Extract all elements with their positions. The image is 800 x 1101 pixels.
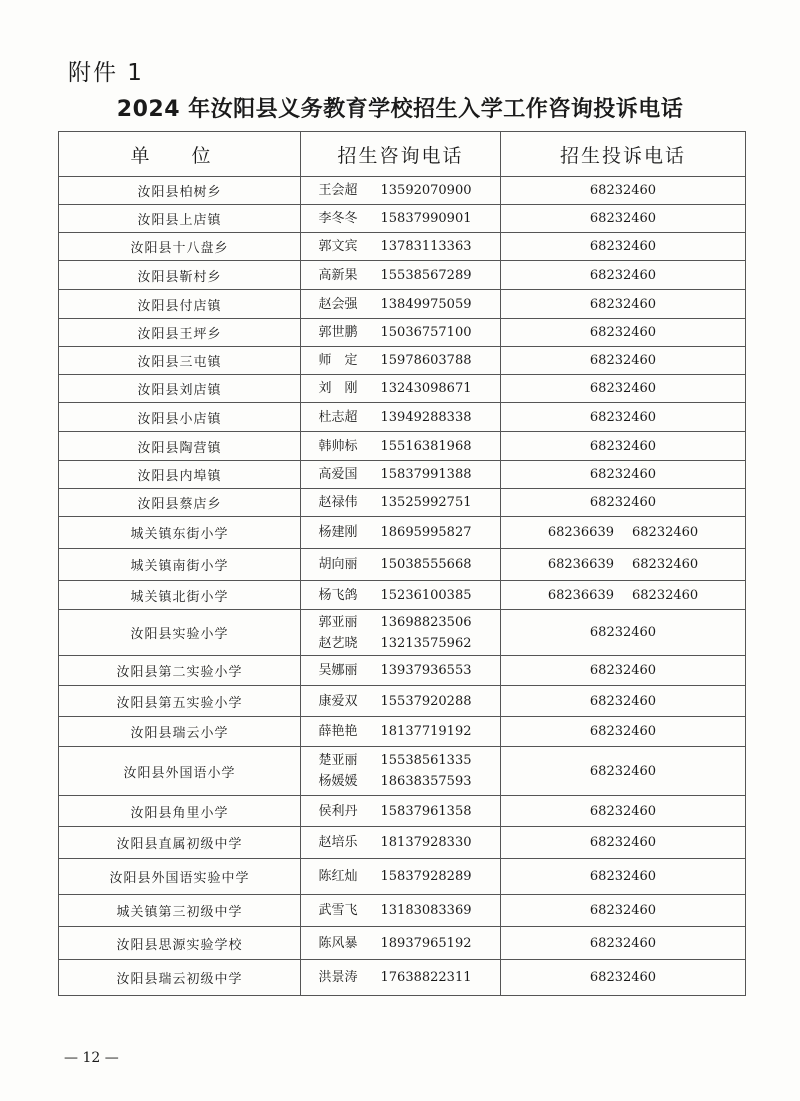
- unit-cell: 汝阳县十八盘乡: [59, 233, 301, 261]
- consult-cell: [301, 549, 501, 581]
- contact-name: 郭世鹏: [318, 325, 358, 340]
- complaint-phone: 68232460: [589, 625, 657, 640]
- contact-name: 赵禄伟: [318, 495, 358, 510]
- complaint-cell: [501, 177, 746, 205]
- complaint-cell: [501, 375, 746, 403]
- contact-phone: 13592070900: [380, 183, 472, 198]
- table-row: [59, 517, 746, 549]
- contact-name: 武雪飞: [318, 903, 358, 918]
- complaint-phone: 68232460: [589, 970, 657, 985]
- complaint-cell: [501, 610, 746, 656]
- contact-entry: [301, 436, 500, 457]
- contact-entry: [301, 350, 500, 371]
- unit-cell: 城关镇东街小学: [59, 517, 301, 549]
- complaint-cell: [501, 747, 746, 796]
- contact-phone: 15236100385: [380, 587, 472, 603]
- consult-cell: [301, 827, 501, 859]
- unit-cell: 汝阳县瑞云小学: [59, 717, 301, 747]
- contact-phone: 18137928330: [380, 835, 472, 850]
- unit-cell: 汝阳县陶营镇: [59, 432, 301, 461]
- contact-name: 师 定: [318, 353, 358, 368]
- table-row: [59, 859, 746, 895]
- contact-entry: [301, 660, 500, 681]
- table-row: [59, 347, 746, 375]
- contact-entry: [301, 933, 500, 954]
- contact-entry: [301, 208, 500, 229]
- contact-name: 杨媛媛: [318, 774, 358, 789]
- unit-cell: 汝阳县小店镇: [59, 403, 301, 432]
- complaint-cell: [501, 319, 746, 347]
- contact-name: 杜志超: [318, 409, 358, 425]
- complaint-phone: 68232460: [589, 438, 657, 454]
- contact-entry: [301, 967, 500, 988]
- contact-entry: [301, 378, 500, 399]
- consult-cell: [301, 432, 501, 461]
- consult-cell: [301, 927, 501, 960]
- contact-phone: 15537920288: [380, 693, 472, 709]
- contact-name: 侯利丹: [318, 803, 358, 819]
- table-row: [59, 747, 746, 796]
- consult-cell: [301, 290, 501, 319]
- complaint-cell: [501, 927, 746, 960]
- complaint-cell: [501, 517, 746, 549]
- contact-name: 赵会强: [318, 296, 358, 312]
- complaint-cell: [501, 656, 746, 686]
- contact-entry: [301, 832, 500, 853]
- consult-cell: [301, 656, 501, 686]
- complaint-cell: [501, 960, 746, 996]
- contact-name: 杨建刚: [318, 525, 358, 540]
- consult-cell: [301, 319, 501, 347]
- complaint-cell: [501, 261, 746, 290]
- header-complaint-phone: 招生投诉电话: [501, 132, 746, 177]
- contact-name: 胡向丽: [318, 557, 358, 572]
- complaint-phone: 68232460: [589, 663, 657, 678]
- table-row: [59, 610, 746, 656]
- unit-cell: 汝阳县刘店镇: [59, 375, 301, 403]
- complaint-phone: 68232460: [589, 353, 657, 368]
- contact-phone: 15837928289: [380, 869, 472, 884]
- contact-entry: [301, 554, 500, 575]
- unit-cell: 汝阳县蔡店乡: [59, 489, 301, 517]
- contact-entry: [301, 771, 500, 792]
- contact-name: 高爱国: [318, 467, 358, 482]
- contact-phone: 15538561335: [380, 753, 472, 768]
- complaint-cell: [501, 461, 746, 489]
- contact-entry: [301, 866, 500, 887]
- contact-phone: 13949288338: [380, 409, 472, 425]
- contact-entry: [301, 492, 500, 513]
- unit-cell: 城关镇南街小学: [59, 549, 301, 581]
- contact-phone: 15978603788: [380, 353, 472, 368]
- consult-cell: [301, 375, 501, 403]
- contact-name: 王会超: [318, 183, 358, 198]
- consult-cell: [301, 177, 501, 205]
- contact-phone: 18638357593: [380, 774, 472, 789]
- complaint-phone: 68232460: [589, 495, 657, 510]
- contact-phone: 13183083369: [380, 903, 472, 918]
- contact-entry: [301, 236, 500, 257]
- contact-name: 赵培乐: [318, 835, 358, 850]
- complaint-phone: 68232460: [632, 557, 699, 572]
- consult-cell: [301, 895, 501, 927]
- contact-phone: 13698823506: [380, 614, 472, 630]
- complaint-phone: 68232460: [589, 409, 657, 425]
- complaint-cell: [501, 796, 746, 827]
- contact-entry: [301, 612, 500, 633]
- table-row: [59, 432, 746, 461]
- contact-phone: 15837961358: [380, 803, 472, 819]
- contact-phone: 13243098671: [380, 381, 472, 396]
- contact-name: 郭亚丽: [318, 614, 358, 630]
- contact-phone: 18695995827: [380, 525, 472, 540]
- table-row: [59, 581, 746, 610]
- header-consult-phone: 招生咨询电话: [301, 132, 501, 177]
- contact-entry: [301, 464, 500, 485]
- unit-cell: 汝阳县王坪乡: [59, 319, 301, 347]
- unit-cell: 汝阳县靳村乡: [59, 261, 301, 290]
- complaint-cell: [501, 432, 746, 461]
- unit-cell: 汝阳县第五实验小学: [59, 686, 301, 717]
- contact-name: 郭文宾: [318, 239, 358, 254]
- complaint-phone: 68232460: [589, 835, 657, 850]
- contact-entry: [301, 900, 500, 921]
- contact-name: 李冬冬: [318, 211, 358, 226]
- consult-cell: [301, 960, 501, 996]
- contact-name: 楚亚丽: [318, 753, 358, 768]
- complaint-phone: 68232460: [589, 296, 657, 312]
- document-title: 2024 年汝阳县义务教育学校招生入学工作咨询投诉电话: [116, 97, 684, 122]
- table-row: [59, 261, 746, 290]
- contact-phone: 17638822311: [380, 970, 472, 985]
- complaint-phone: 68232460: [589, 763, 657, 779]
- consult-cell: [301, 205, 501, 233]
- contact-name: 康爱双: [318, 693, 358, 709]
- contact-phone: 15036757100: [380, 325, 472, 340]
- page-number: — 12 —: [64, 1050, 119, 1066]
- complaint-phone: 68232460: [589, 724, 657, 739]
- complaint-phone: 68232460: [589, 211, 657, 226]
- consult-cell: [301, 403, 501, 432]
- consult-cell: [301, 581, 501, 610]
- complaint-phone: 68232460: [589, 239, 657, 254]
- complaint-cell: [501, 403, 746, 432]
- unit-cell: 汝阳县思源实验学校: [59, 927, 301, 960]
- contact-phone: 13849975059: [380, 296, 472, 312]
- table-row: [59, 927, 746, 960]
- contact-name: 陈风暴: [318, 935, 358, 951]
- consult-cell: [301, 796, 501, 827]
- contact-phone: 15837990901: [380, 211, 472, 226]
- contact-entry: [301, 265, 500, 286]
- contact-name: 赵艺晓: [318, 635, 358, 651]
- consult-cell: [301, 686, 501, 717]
- contact-name: 高新果: [318, 267, 358, 283]
- complaint-cell: [501, 581, 746, 610]
- unit-cell: 汝阳县瑞云初级中学: [59, 960, 301, 996]
- table-row: [59, 827, 746, 859]
- table-row: [59, 796, 746, 827]
- contact-name: 吴娜丽: [318, 663, 358, 678]
- unit-cell: 汝阳县上店镇: [59, 205, 301, 233]
- consult-cell: [301, 610, 501, 656]
- contact-phone: 13937936553: [380, 663, 472, 678]
- contact-entry: [301, 522, 500, 543]
- consult-cell: [301, 489, 501, 517]
- table-row: [59, 233, 746, 261]
- complaint-phone: 68236639: [547, 525, 614, 540]
- complaint-cell: [501, 489, 746, 517]
- unit-cell: 汝阳县实验小学: [59, 610, 301, 656]
- contact-phone: 18137719192: [380, 724, 472, 739]
- complaint-phone: 68232460: [589, 693, 657, 709]
- consult-cell: [301, 461, 501, 489]
- complaint-phone: 68232460: [589, 267, 657, 283]
- unit-cell: 汝阳县柏树乡: [59, 177, 301, 205]
- contact-entry: [301, 750, 500, 771]
- unit-cell: 城关镇北街小学: [59, 581, 301, 610]
- contact-name: 薛艳艳: [318, 724, 358, 739]
- contact-entry: [301, 180, 500, 201]
- unit-cell: 汝阳县直属初级中学: [59, 827, 301, 859]
- contact-name: 陈红灿: [318, 869, 358, 884]
- contact-phone: 13525992751: [380, 495, 472, 510]
- complaint-phone: 68232460: [632, 587, 699, 603]
- complaint-phone: 68232460: [589, 381, 657, 396]
- contact-entry: [301, 407, 500, 428]
- consult-cell: [301, 717, 501, 747]
- unit-cell: 汝阳县外国语小学: [59, 747, 301, 796]
- table-row: [59, 205, 746, 233]
- contact-phone: 18937965192: [380, 935, 472, 951]
- consult-cell: [301, 261, 501, 290]
- contact-entry: [301, 691, 500, 712]
- unit-cell: 汝阳县角里小学: [59, 796, 301, 827]
- complaint-phone: 68232460: [589, 869, 657, 884]
- complaint-cell: [501, 549, 746, 581]
- attachment-label: 附件 1: [68, 60, 144, 86]
- contact-phone: 15038555668: [380, 557, 472, 572]
- contact-name: 洪景涛: [318, 970, 358, 985]
- consult-cell: [301, 233, 501, 261]
- contact-entry: [301, 801, 500, 822]
- table-body: [59, 177, 746, 996]
- table-row: [59, 960, 746, 996]
- complaint-phone: 68232460: [589, 467, 657, 482]
- complaint-cell: [501, 290, 746, 319]
- contact-phone: 13213575962: [380, 635, 472, 651]
- complaint-phone: 68232460: [632, 525, 699, 540]
- table-row: [59, 461, 746, 489]
- unit-cell: 城关镇第三初级中学: [59, 895, 301, 927]
- table-row: [59, 717, 746, 747]
- contact-table: [58, 131, 746, 996]
- unit-cell: 汝阳县外国语实验中学: [59, 859, 301, 895]
- contact-name: 韩帅标: [318, 438, 358, 454]
- contact-entry: [301, 585, 500, 606]
- table-row: [59, 895, 746, 927]
- table-row: [59, 656, 746, 686]
- unit-cell: 汝阳县内埠镇: [59, 461, 301, 489]
- contact-phone: 15837991388: [380, 467, 472, 482]
- unit-cell: 汝阳县第二实验小学: [59, 656, 301, 686]
- consult-cell: [301, 747, 501, 796]
- table-row: [59, 403, 746, 432]
- complaint-phone: 68232460: [589, 183, 657, 198]
- table-row: [59, 489, 746, 517]
- contact-entry: [301, 633, 500, 654]
- unit-cell: 汝阳县三屯镇: [59, 347, 301, 375]
- table-header-row: [59, 132, 746, 177]
- unit-cell: 汝阳县付店镇: [59, 290, 301, 319]
- complaint-cell: [501, 717, 746, 747]
- contact-entry: [301, 721, 500, 742]
- table-row: [59, 290, 746, 319]
- complaint-cell: [501, 686, 746, 717]
- consult-cell: [301, 859, 501, 895]
- table-row: [59, 177, 746, 205]
- complaint-cell: [501, 205, 746, 233]
- complaint-cell: [501, 859, 746, 895]
- complaint-phone: 68232460: [589, 903, 657, 918]
- header-unit: 单 位: [59, 132, 301, 177]
- complaint-phone: 68232460: [589, 325, 657, 340]
- complaint-cell: [501, 347, 746, 375]
- consult-cell: [301, 347, 501, 375]
- contact-phone: 13783113363: [380, 239, 472, 254]
- complaint-cell: [501, 827, 746, 859]
- contact-name: 杨飞鸽: [318, 587, 358, 603]
- contact-phone: 15516381968: [380, 438, 472, 454]
- table-row: [59, 319, 746, 347]
- complaint-phone: 68232460: [589, 935, 657, 951]
- consult-cell: [301, 517, 501, 549]
- contact-name: 刘 刚: [318, 381, 358, 396]
- complaint-phone: 68236639: [547, 557, 614, 572]
- complaint-cell: [501, 233, 746, 261]
- contact-entry: [301, 294, 500, 315]
- complaint-phone: 68232460: [589, 803, 657, 819]
- contact-entry: [301, 322, 500, 343]
- table-row: [59, 686, 746, 717]
- complaint-cell: [501, 895, 746, 927]
- contact-phone: 15538567289: [380, 267, 472, 283]
- table-row: [59, 549, 746, 581]
- table-row: [59, 375, 746, 403]
- complaint-phone: 68236639: [547, 587, 614, 603]
